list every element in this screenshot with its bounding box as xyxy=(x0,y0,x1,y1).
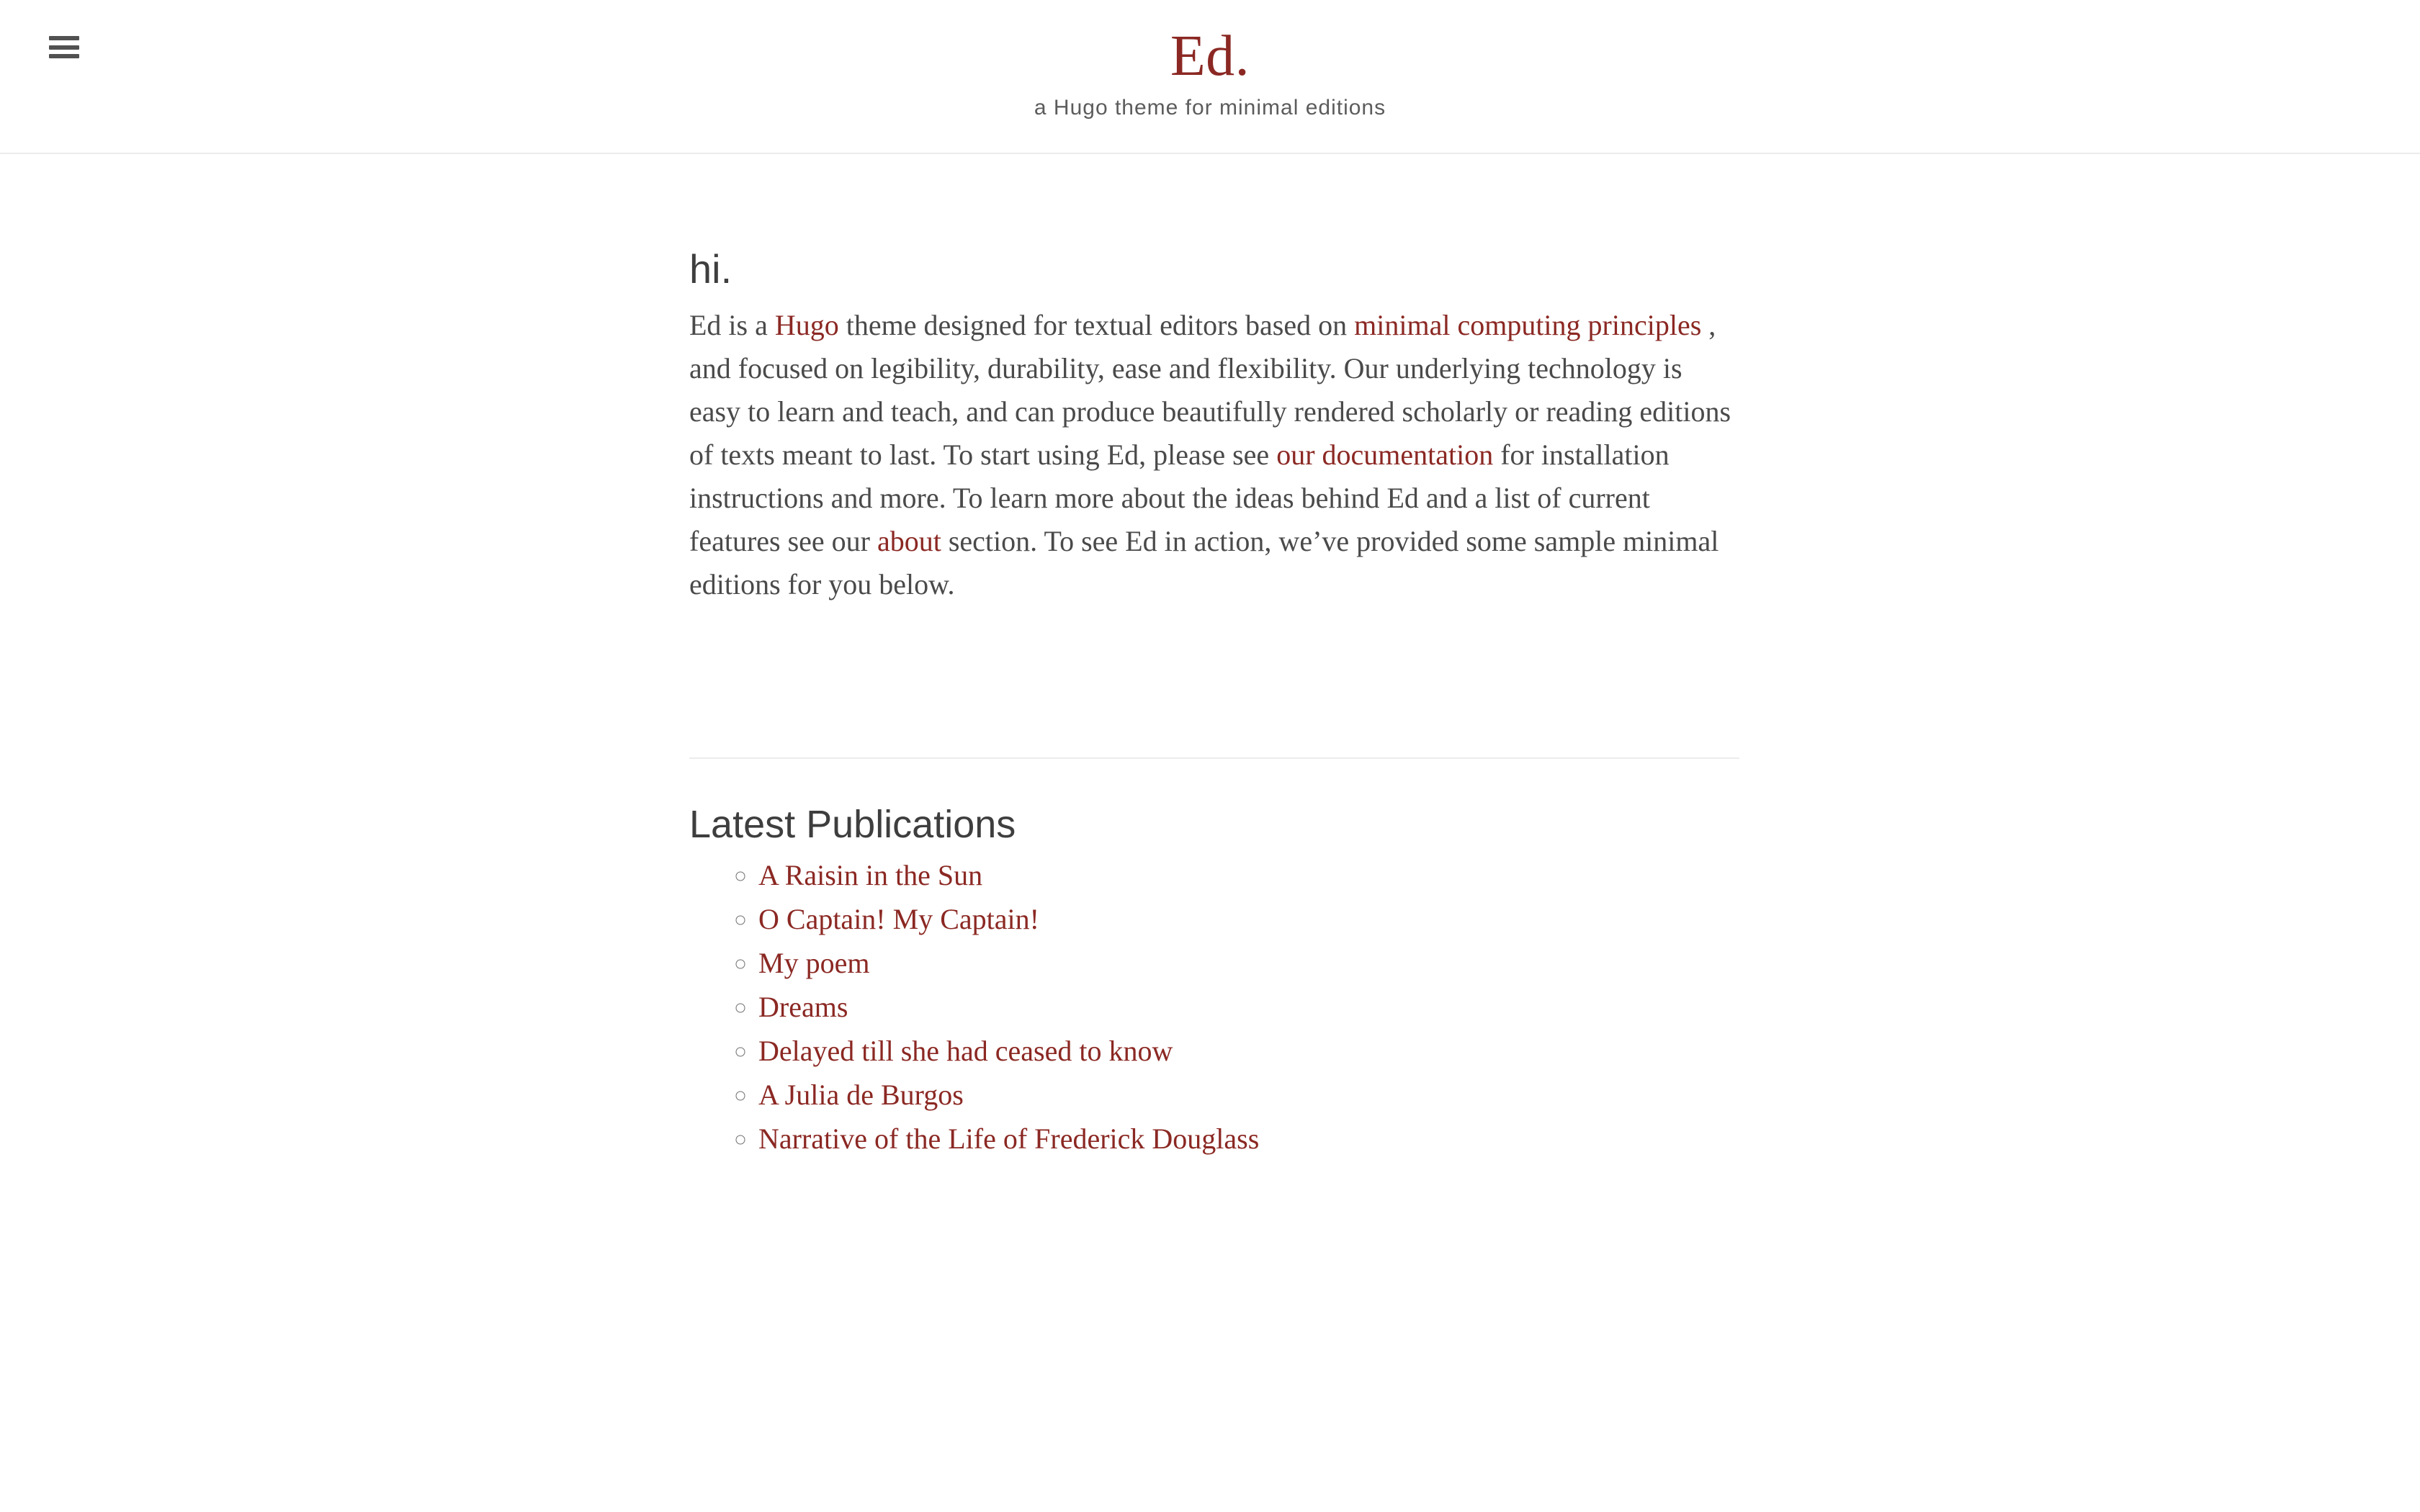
publication-link[interactable]: Dreams xyxy=(758,991,848,1023)
menu-button[interactable] xyxy=(49,36,79,58)
site-subtitle: a Hugo theme for minimal editions xyxy=(1034,96,1386,120)
publication-link[interactable]: My poem xyxy=(758,947,870,979)
list-item xyxy=(758,1029,1739,1073)
publication-link[interactable]: A Raisin in the Sun xyxy=(758,859,983,891)
hamburger-icon xyxy=(49,36,79,58)
list-item xyxy=(758,985,1739,1029)
intro-text: Ed is a xyxy=(689,309,775,341)
list-item xyxy=(758,897,1739,941)
site-title xyxy=(0,23,2420,89)
intro-text: , and focused on legibility, durability, ease and flexibility. Our underlying technology is easy to learn and teach, and can produce beautifully rendered scholarly or reading editions of texts meant to last. To start using Ed, please see xyxy=(689,309,1731,471)
intro-paragraph xyxy=(689,304,1739,606)
main-content xyxy=(689,154,1739,1161)
link-about[interactable]: about xyxy=(877,525,941,557)
publication-link[interactable]: Narrative of the Life of Frederick Douglass xyxy=(758,1122,1260,1155)
list-item xyxy=(758,1073,1739,1117)
hamburger-bar xyxy=(49,54,79,58)
section-divider xyxy=(689,757,1739,759)
hamburger-bar xyxy=(49,45,79,50)
list-item xyxy=(758,941,1739,985)
publication-link[interactable]: Delayed till she had ceased to know xyxy=(758,1035,1173,1067)
link-hugo[interactable]: Hugo xyxy=(774,309,839,341)
link-minimal-computing-principles[interactable]: minimal computing principles xyxy=(1354,309,1702,341)
list-item xyxy=(758,853,1739,897)
intro-text: theme designed for textual editors based on xyxy=(838,309,1355,341)
intro-text: for installation instructions and more. To learn more about the ideas behind Ed and a list of current features see our xyxy=(689,438,1670,557)
hamburger-bar xyxy=(49,36,79,40)
latest-publications-heading: Latest Publications xyxy=(689,803,1016,846)
intro-text: section. To see Ed in action, we’ve provided some sample minimal editions for you below. xyxy=(689,525,1719,600)
publication-link[interactable]: A Julia de Burgos xyxy=(758,1079,964,1111)
page-heading: hi. xyxy=(689,246,732,292)
publications-list xyxy=(689,853,1739,1161)
site-header xyxy=(0,0,2420,154)
link-our-documentation[interactable]: our documentation xyxy=(1276,438,1494,471)
publication-link[interactable]: O Captain! My Captain! xyxy=(758,903,1039,935)
list-item xyxy=(758,1117,1739,1161)
site-title-link[interactable]: Ed. xyxy=(1170,24,1250,88)
